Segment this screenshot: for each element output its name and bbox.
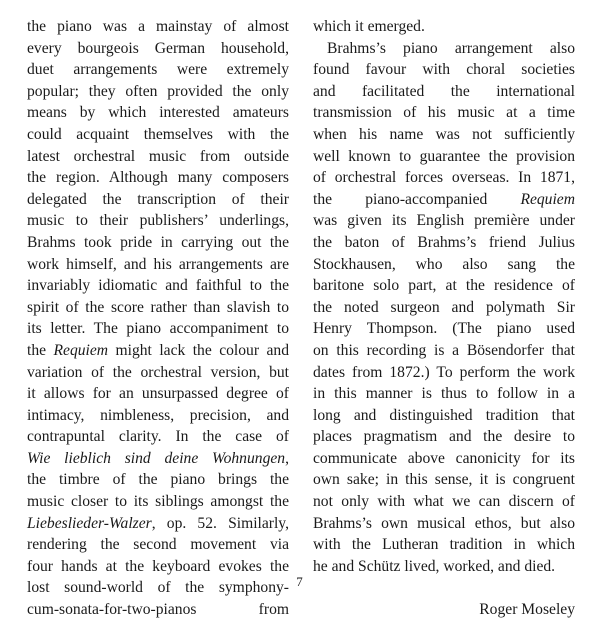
text-line <box>27 59 289 81</box>
italic-text: Requiem <box>520 190 575 208</box>
text-run: places pragmatism and the desire to <box>313 428 575 446</box>
text-line <box>27 340 289 362</box>
text-run: on this recording is a Bösendorfer that <box>313 341 575 359</box>
text-run: work himself, and his arrangements are <box>27 255 289 273</box>
text-line <box>313 469 575 491</box>
italic-text: Requiem <box>53 341 109 359</box>
text-line <box>27 210 289 232</box>
text-line <box>313 254 575 276</box>
text-line <box>27 254 289 276</box>
text-line <box>27 275 289 297</box>
text-line <box>313 124 575 146</box>
text-line <box>313 232 575 254</box>
text-line <box>27 297 289 319</box>
text-line <box>313 81 575 103</box>
text-run: transmission of his music at a time <box>313 104 575 122</box>
text-line <box>27 426 289 448</box>
text-run: Brahms’s own musical ethos, but also <box>313 514 575 532</box>
text-line <box>27 534 289 556</box>
text-line <box>313 362 575 384</box>
text-run: rendering the second movement via <box>27 536 289 554</box>
text-line <box>313 59 575 81</box>
text-run: latest orchestral music from outside <box>27 147 289 165</box>
text-run: spirit of the score rather than slavish to <box>27 298 289 316</box>
text-run: communicate above canonicity for its <box>313 449 575 467</box>
text-line <box>27 469 289 491</box>
text-line <box>313 318 575 340</box>
text-run: the <box>27 341 54 359</box>
text-run: in this manner is thus to follow in a <box>313 385 575 403</box>
text-line <box>27 81 289 103</box>
text-run: well known to guarantee the provision <box>313 147 575 165</box>
text-run: might lack the colour and <box>108 341 289 359</box>
text-run: own sake; in this sense, it is congruent <box>313 471 575 489</box>
text-line <box>313 448 575 470</box>
page-number: 7 <box>296 574 303 589</box>
text-line <box>313 534 575 556</box>
text-run: music to their publishers’ underlings, <box>27 212 289 230</box>
text-line <box>27 513 289 535</box>
text-line <box>27 189 289 211</box>
text-run: it allows for an unsurpassed degree of <box>27 385 289 403</box>
author-signature: Roger Moseley <box>479 601 575 619</box>
text-run: could acquaint themselves with the <box>27 125 289 143</box>
text-run: he and Schütz lived, worked, and died. <box>313 557 556 575</box>
text-line <box>313 513 575 535</box>
text-line <box>313 297 575 319</box>
text-line <box>27 599 289 621</box>
text-run: and facilitated the international <box>313 82 575 100</box>
text-line <box>27 318 289 340</box>
text-run: the piano-accompanied <box>313 190 521 208</box>
text-line <box>27 38 289 60</box>
text-line <box>313 405 575 427</box>
text-run: the baton of Brahms’s friend Julius <box>313 233 575 251</box>
text-run: popular; they often provided the only <box>27 82 289 100</box>
text-run: its letter. The piano accompaniment to <box>27 320 289 338</box>
text-run: , op. 52. Similarly, <box>151 514 289 532</box>
text-run: Brahms’s piano arrangement also <box>327 39 575 57</box>
text-line <box>27 146 289 168</box>
text-line <box>313 383 575 405</box>
text-run: not only with what we can discern of <box>313 493 575 511</box>
text-run: delegated the transcription of their <box>27 190 289 208</box>
text-run: music closer to its siblings amongst the <box>27 493 289 511</box>
text-line <box>313 38 575 60</box>
text-line <box>313 426 575 448</box>
text-line <box>313 16 575 38</box>
text-line <box>313 340 575 362</box>
text-run: every bourgeois German household, <box>27 39 289 57</box>
text-run: the region. Although many composers <box>27 169 289 187</box>
text-run: duet arrangements were extremely <box>27 61 289 79</box>
text-run: Henry Thompson. (The piano used <box>313 320 575 338</box>
text-run: of orchestral forces overseas. In 1871, <box>313 169 575 187</box>
italic-text: Liebeslieder-Walzer <box>27 514 152 532</box>
text-line <box>27 16 289 38</box>
text-line <box>27 102 289 124</box>
text-line <box>313 189 575 211</box>
text-run: the piano was a mainstay of almost <box>27 18 289 35</box>
text-line <box>27 232 289 254</box>
right-column <box>313 16 575 621</box>
text-line <box>27 491 289 513</box>
text-run: Stockhausen, who also sang the <box>313 255 575 273</box>
text-run: contrapuntal clarity. In the case of <box>27 428 289 446</box>
text-run: baritone solo part, at the residence of <box>313 277 575 295</box>
text-run: the noted surgeon and polymath Sir <box>313 298 575 316</box>
text-line <box>313 102 575 124</box>
text-line <box>27 405 289 427</box>
text-line <box>313 275 575 297</box>
text-line <box>27 383 289 405</box>
text-run: variation of the orchestral version, but <box>27 363 289 381</box>
italic-text: Wie lieblich sind deine Wohnungen <box>27 449 286 467</box>
left-column <box>27 16 289 621</box>
text-line <box>27 167 289 189</box>
text-run: was given its English première under <box>313 212 575 230</box>
text-run: dates from 1872.) To perform the work <box>313 363 575 381</box>
text-run: the timbre of the piano brings the <box>27 471 289 489</box>
text-run: means by which interested amateurs <box>27 104 289 122</box>
text-line <box>313 167 575 189</box>
text-line <box>313 146 575 168</box>
text-run: invariably idiomatic and faithful to the <box>27 277 289 295</box>
text-run: , <box>285 449 289 467</box>
text-line <box>27 124 289 146</box>
text-run: four hands at the keyboard evokes the <box>27 557 289 575</box>
text-run: found favour with choral societies <box>313 61 575 79</box>
text-run: long and distinguished tradition that <box>313 406 575 424</box>
text-line <box>313 491 575 513</box>
text-run: with the Lutheran tradition in which <box>313 536 575 554</box>
text-run: when his name was not sufficiently <box>313 125 575 143</box>
text-line <box>27 448 289 470</box>
text-line <box>313 210 575 232</box>
text-run: intimacy, nimbleness, precision, and <box>27 406 289 424</box>
text-line <box>27 362 289 384</box>
text-run: which it emerged. <box>313 18 425 35</box>
text-run: Brahms took pride in carrying out the <box>27 233 289 251</box>
text-run: cum-sonata-for-two-pianos from <box>27 601 289 619</box>
text-run: lost sound-world of the symphony- <box>27 579 289 597</box>
